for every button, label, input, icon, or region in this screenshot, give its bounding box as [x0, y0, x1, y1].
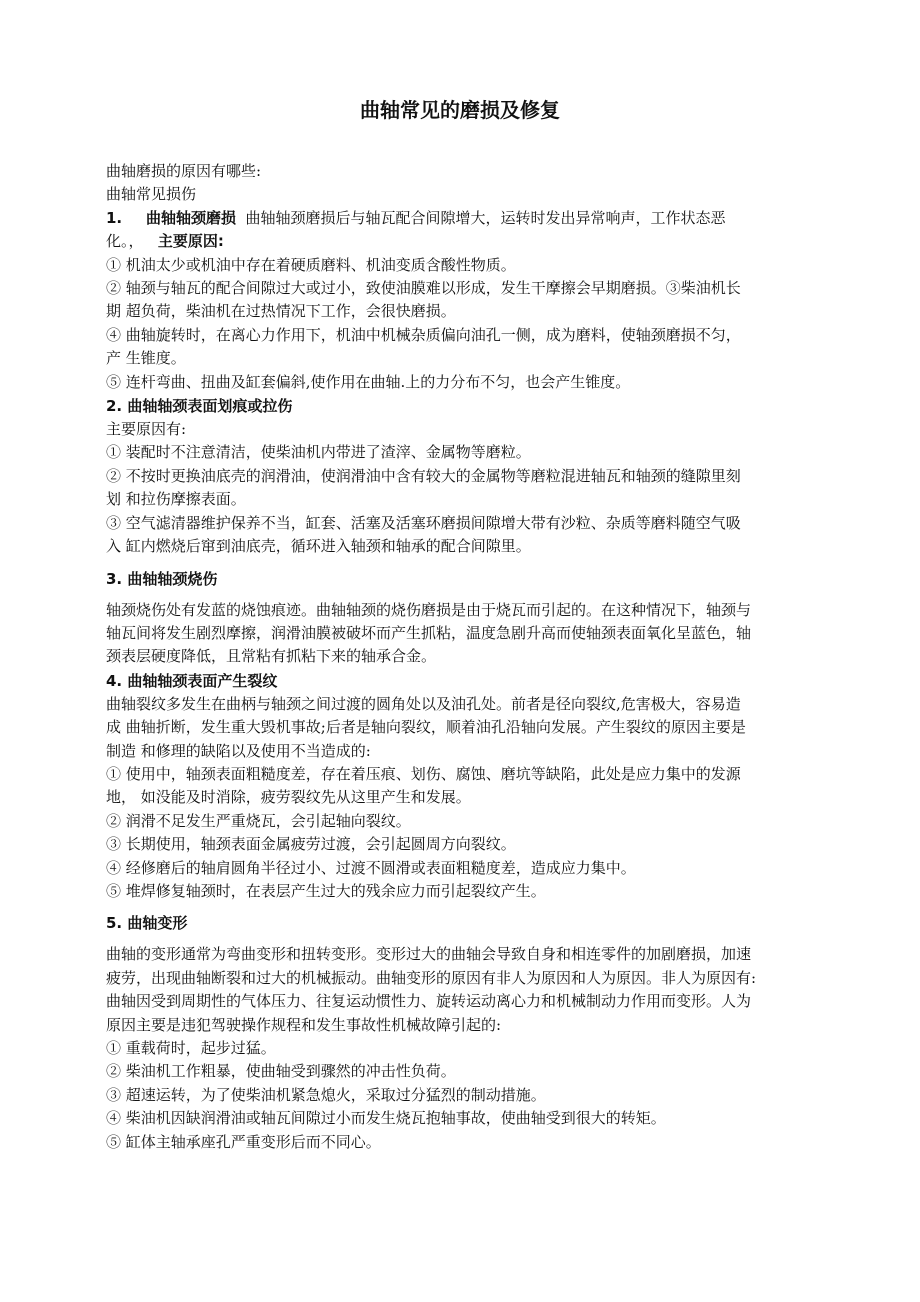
paragraph-line: 曲轴裂纹多发生在曲柄与轴颈之间过渡的圆角处以及油孔处。前者是径向裂纹,危害极大，容易造	[106, 694, 741, 713]
list-item: 地， 如没能及时消除，疲劳裂纹先从这里产生和发展。	[106, 788, 471, 807]
list-item: ⑤ 堆焊修复轴颈时，在表层产生过大的残余应力而引起裂纹产生。	[106, 881, 546, 900]
paragraph-line: 颈表层硬度降低，且常粘有抓粘下来的轴承合金。	[106, 647, 437, 666]
section-1-number: 1.	[106, 208, 123, 227]
section-1-heading: 曲轴轴颈磨损	[145, 208, 236, 227]
section-2-intro: 主要原因有:	[106, 420, 187, 439]
list-item: ① 装配时不注意清洁，使柴油机内带进了渣滓、金属物等磨粒。	[106, 443, 531, 462]
list-item: ④ 曲轴旋转时，在离心力作用下，机油中机械杂质偏向油孔一侧，成为磨料，使轴颈磨损不匀，	[106, 325, 741, 344]
section-1-cause-label: 主要原因:	[157, 232, 224, 251]
section-3-heading: 3. 曲轴轴颈烧伤	[106, 569, 218, 588]
section-4-heading: 4. 曲轴轴颈表面产生裂纹	[106, 671, 278, 690]
list-item: ⑤ 连杆弯曲、扭曲及缸套偏斜,使作用在曲轴.上的力分布不匀，也会产生锥度。	[106, 372, 631, 391]
document-body	[106, 160, 818, 1154]
list-item: ③ 空气滤清器维护保养不当，缸套、活塞及活塞环磨损间隙增大带有沙粒、杂质等磨料随空气吸	[106, 513, 741, 532]
list-item: ② 不按时更换油底壳的润滑油，使润滑油中含有较大的金属物等磨粒混进轴瓦和轴颈的缝隙里刻	[106, 466, 741, 485]
list-item: ① 重载荷时，起步过猛。	[106, 1039, 276, 1057]
list-item: ① 使用中，轴颈表面粗糙度差，存在着压痕、划伤、腐蚀、磨坑等缺陷，此处是应力集中的发源	[106, 764, 741, 783]
section-2-heading: 2. 曲轴轴颈表面划痕或拉伤	[106, 397, 293, 416]
list-item: 期 超负荷，柴油机在过热情况下工作，会很快磨损。	[106, 302, 456, 321]
list-item: 划 和拉伤摩擦表面。	[106, 490, 246, 509]
list-item: ② 润滑不足发生严重烧瓦，会引起轴向裂纹。	[106, 811, 411, 830]
list-item: ③ 超速运转，为了使柴油机紧急熄火，采取过分猛烈的制动措施。	[106, 1085, 546, 1104]
section-1-text: 曲轴轴颈磨损后与轴瓦配合间隙增大，运转时发出异常响声，工作状态恶	[245, 208, 726, 227]
paragraph-line: 制造 和修理的缺陷以及使用不当造成的:	[106, 741, 371, 760]
list-item: 入 缸内燃烧后窜到油底壳，循环进入轴颈和轴承的配合间隙里。	[106, 537, 531, 556]
section-1-second-line	[106, 230, 818, 253]
list-item: ① 机油太少或机油中存在着硬质磨料、机油变质含酸性物质。	[106, 255, 516, 274]
list-item: ③ 长期使用，轴颈表面金属疲劳过渡，会引起圆周方向裂纹。	[106, 835, 516, 854]
list-item: ② 轴颈与轴瓦的配合间隙过大或过小，致使油膜难以形成，发生干摩擦会早期磨损。③柴油机长	[106, 279, 741, 298]
list-item: ⑤ 缸体主轴承座孔严重变形后而不同心。	[106, 1132, 381, 1151]
paragraph-line: 原因主要是违犯驾驶操作规程和发生事故性机械故障引起的:	[106, 1015, 502, 1034]
section-5-heading: 5. 曲轴变形	[106, 914, 188, 933]
intro-line: 曲轴磨损的原因有哪些:	[106, 162, 262, 180]
paragraph-line: 轴颈烧伤处有发蓝的烧蚀痕迹。曲轴轴颈的烧伤磨损是由于烧瓦而引起的。在这种情况下，轴颈与	[106, 600, 752, 619]
list-item: ④ 经修磨后的轴肩圆角半径过小、过渡不圆滑或表面粗糙度差，造成应力集中。	[106, 858, 636, 877]
paragraph-line: 曲轴因受到周期性的气体压力、往复运动惯性力、旋转运动离心力和机械制动力作用而变形。人为	[106, 992, 752, 1011]
list-item: ④ 柴油机因缺润滑油或轴瓦间隙过小而发生烧瓦抱轴事故，使曲轴受到很大的转矩。	[106, 1109, 666, 1128]
page-title: 曲轴常见的磨损及修复	[360, 98, 560, 122]
intro-line: 曲轴常见损伤	[106, 185, 197, 204]
list-item: 产 生锥度。	[106, 349, 186, 368]
section-1-first-line	[106, 207, 818, 230]
paragraph-line: 成 曲轴折断，发生重大毁机事故;后者是轴向裂纹，顺着油孔沿轴向发展。产生裂纹的原因主要是	[106, 718, 746, 737]
list-item: ② 柴油机工作粗暴，使曲轴受到骤然的冲击性负荷。	[106, 1062, 456, 1081]
paragraph-line: 疲劳，出现曲轴断裂和过大的机械振动。曲轴变形的原因有非人为原因和人为原因。非人为原因有:	[106, 968, 757, 987]
section-1-text-end: 化。，	[106, 232, 144, 251]
paragraph-line: 曲轴的变形通常为弯曲变形和扭转变形。变形过大的曲轴会导致自身和相连零件的加剧磨损，加速	[106, 945, 752, 964]
paragraph-line: 轴瓦间将发生剧烈摩擦，润滑油膜被破坏而产生抓粘，温度急剧升高而使轴颈表面氧化呈蓝色，轴	[106, 623, 752, 642]
